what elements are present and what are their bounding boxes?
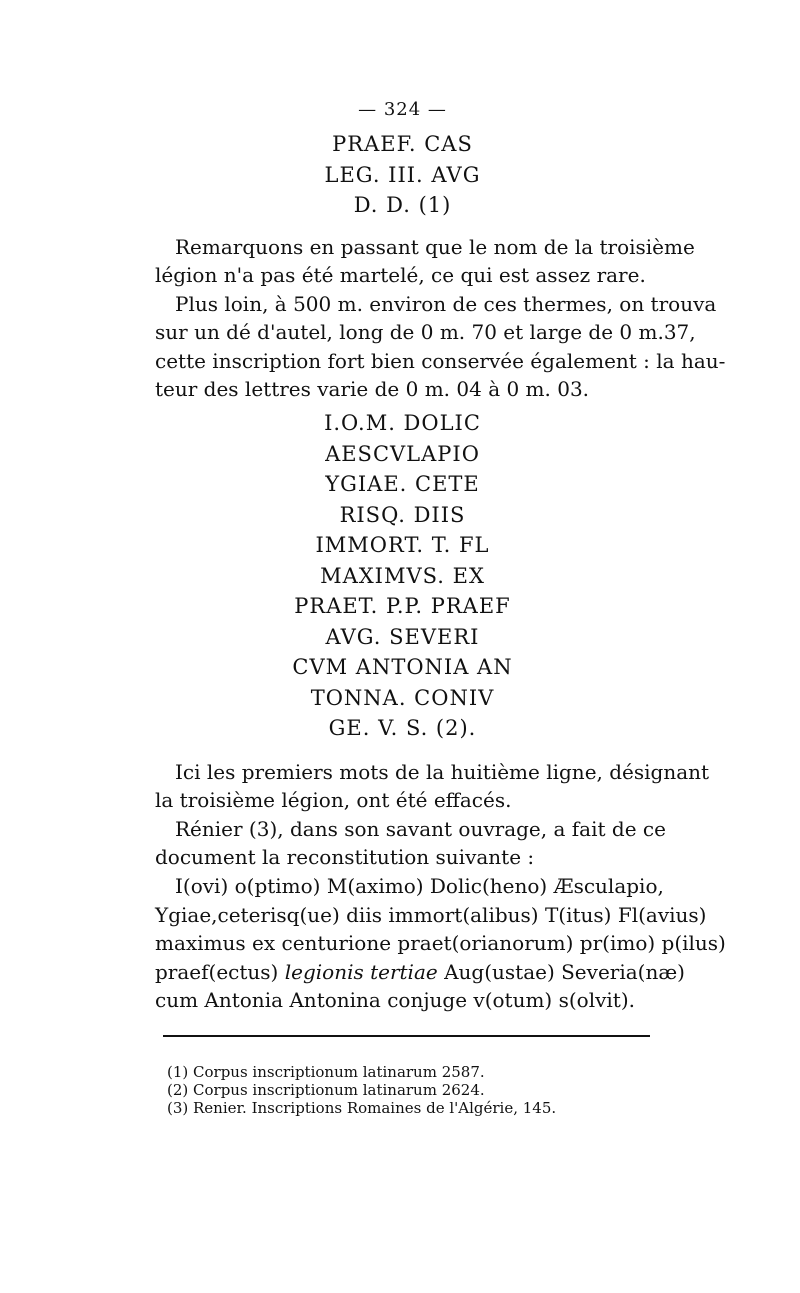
text-line: document la reconstitution suivante : <box>155 845 535 870</box>
paragraph-1 <box>155 233 695 290</box>
inscription-line: TONNA. CONIV <box>310 685 495 710</box>
paragraph-5 <box>155 872 726 1015</box>
inscription-line: MAXIMVS. EX <box>320 563 485 588</box>
text-line: maximus ex centurione praet(orianorum) pr(imo) p(ilus) <box>155 931 726 956</box>
inscription-line: IMMORT. T. FL <box>315 533 490 558</box>
inscription-line: GE. V. S. (2). <box>328 716 477 741</box>
italic-text: legionis tertiae <box>284 959 438 984</box>
text-segment: Aug(ustae) Severia(næ) <box>437 959 685 984</box>
inscription-line: AESCVLAPIO <box>325 441 480 466</box>
text-line: la troisième légion, ont été effacés. <box>155 788 512 813</box>
footnote: (2) Corpus inscriptionum latinarum 2624. <box>167 1080 485 1099</box>
page-number: — 324 — <box>358 99 447 120</box>
text-line: Remarquons en passant que le nom de la troisième <box>175 234 695 259</box>
inscription-line: I.O.M. DOLIC <box>324 411 481 436</box>
inscription-line: PRAET. P.P. PRAEF <box>294 594 511 619</box>
text-line: I(ovi) o(ptimo) M(aximo) Dolic(heno) Æsculapio, <box>175 873 664 898</box>
inscription-line: YGIAE. CETE <box>325 472 480 497</box>
text-line: cum Antonia Antonina conjuge v(otum) s(olvit). <box>155 988 635 1013</box>
inscription-line: PRAEF. CAS <box>332 132 473 156</box>
paragraph-2 <box>155 290 726 404</box>
text-line: Ygiae,ceterisq(ue) diis immort(alibus) T(itus) Fl(avius) <box>155 902 707 927</box>
inscription-line: CVM ANTONIA AN <box>292 655 513 680</box>
footnote: (1) Corpus inscriptionum latinarum 2587. <box>167 1062 485 1081</box>
inscription-2 <box>155 408 650 744</box>
text-line: sur un dé d'autel, long de 0 m. 70 et large de 0 m.37, <box>155 320 696 345</box>
book-page <box>155 97 726 1117</box>
text-line <box>155 958 685 987</box>
inscription-line: RISQ. DIIS <box>339 502 466 527</box>
text-line: Rénier (3), dans son savant ouvrage, a fait de ce <box>175 816 666 841</box>
footnote: (3) Renier. Inscriptions Romaines de l'Algérie, 145. <box>167 1098 557 1117</box>
paragraph-3 <box>155 758 710 815</box>
inscription-line: AVG. SEVERI <box>325 624 480 649</box>
text-line: Ici les premiers mots de la huitième ligne, désignant <box>175 759 710 784</box>
text-segment: praef(ectus) <box>155 959 285 984</box>
footnotes <box>167 1063 650 1117</box>
inscription-line: D. D. (1) <box>353 193 452 217</box>
inscription-line: LEG. III. AVG <box>324 162 481 187</box>
text-line: Plus loin, à 500 m. environ de ces thermes, on trouva <box>175 291 717 316</box>
text-line: légion n'a pas été martelé, ce qui est assez rare. <box>155 263 646 288</box>
text-line: cette inscription fort bien conservée également : la hau- <box>155 348 726 373</box>
footnote-divider <box>163 1035 650 1037</box>
text-line: teur des lettres varie de 0 m. 04 à 0 m. 03. <box>155 377 590 402</box>
inscription-1 <box>155 129 650 221</box>
paragraph-4 <box>155 815 666 872</box>
